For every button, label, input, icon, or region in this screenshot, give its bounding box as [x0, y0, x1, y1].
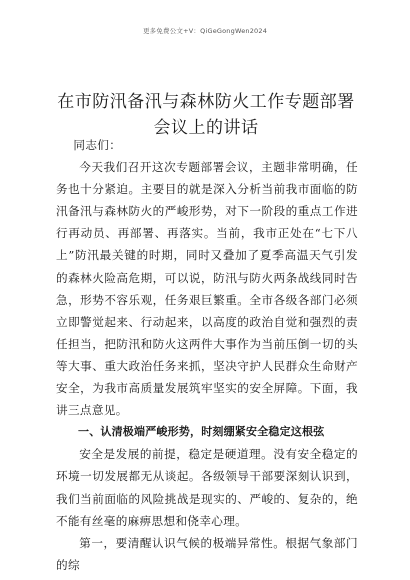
body-paragraph: 今天我们召开这次专题部署会议，主题非常明确，任务也十分紧迫。主要目的就是深入分析当前我市面临的防汛备汛与森林防火的严峻形势，对下一阶段的重点工作进行再动员、再部署、再落实。当前，我市正处在“七下八上”防汛最关键的时期，同时又叠加了夏季高温天气引发的森林火险高危期，可以说，防汛与防火两条战线同时告急，形势不容乐观，任务艰巨繁重。全市各级各部门必须立即警觉起来、行动起来，以高度的政治自觉和强烈的责任担当，把防汛和防火这两件大事作为当前压倒一切的头等大事、重大政治任务来抓，坚决守护人民群众生命财产安全，为我市高质量发展筑牢坚实的安全屏障。下面，我讲三点意见。 [56, 160, 358, 418]
body-paragraph: 第一，要清醒认识气候的极端异常性。根据气象部门的综 [56, 535, 358, 572]
salutation: 同志们： [73, 138, 122, 152]
section-heading: 一、认清极端严峻形势，时刻绷紧安全稳定这根弦 [78, 425, 325, 439]
document-title: 在市防汛备汛与森林防火工作专题部署会议上的讲话 [57, 92, 355, 139]
header-note: 更多免费公文+V：QiGeGongWen2024 [142, 27, 268, 35]
body-paragraph: 安全是发展的前提，稳定是硬道理。没有安全稳定的环境一切发展都无从谈起。各级领导干部要深刻认识到，我们当前面临的风险挑战是现实的、严峻的、复杂的，绝不能有丝毫的麻痹思想和侥幸心理。 [56, 447, 358, 528]
document-body [56, 134, 358, 576]
